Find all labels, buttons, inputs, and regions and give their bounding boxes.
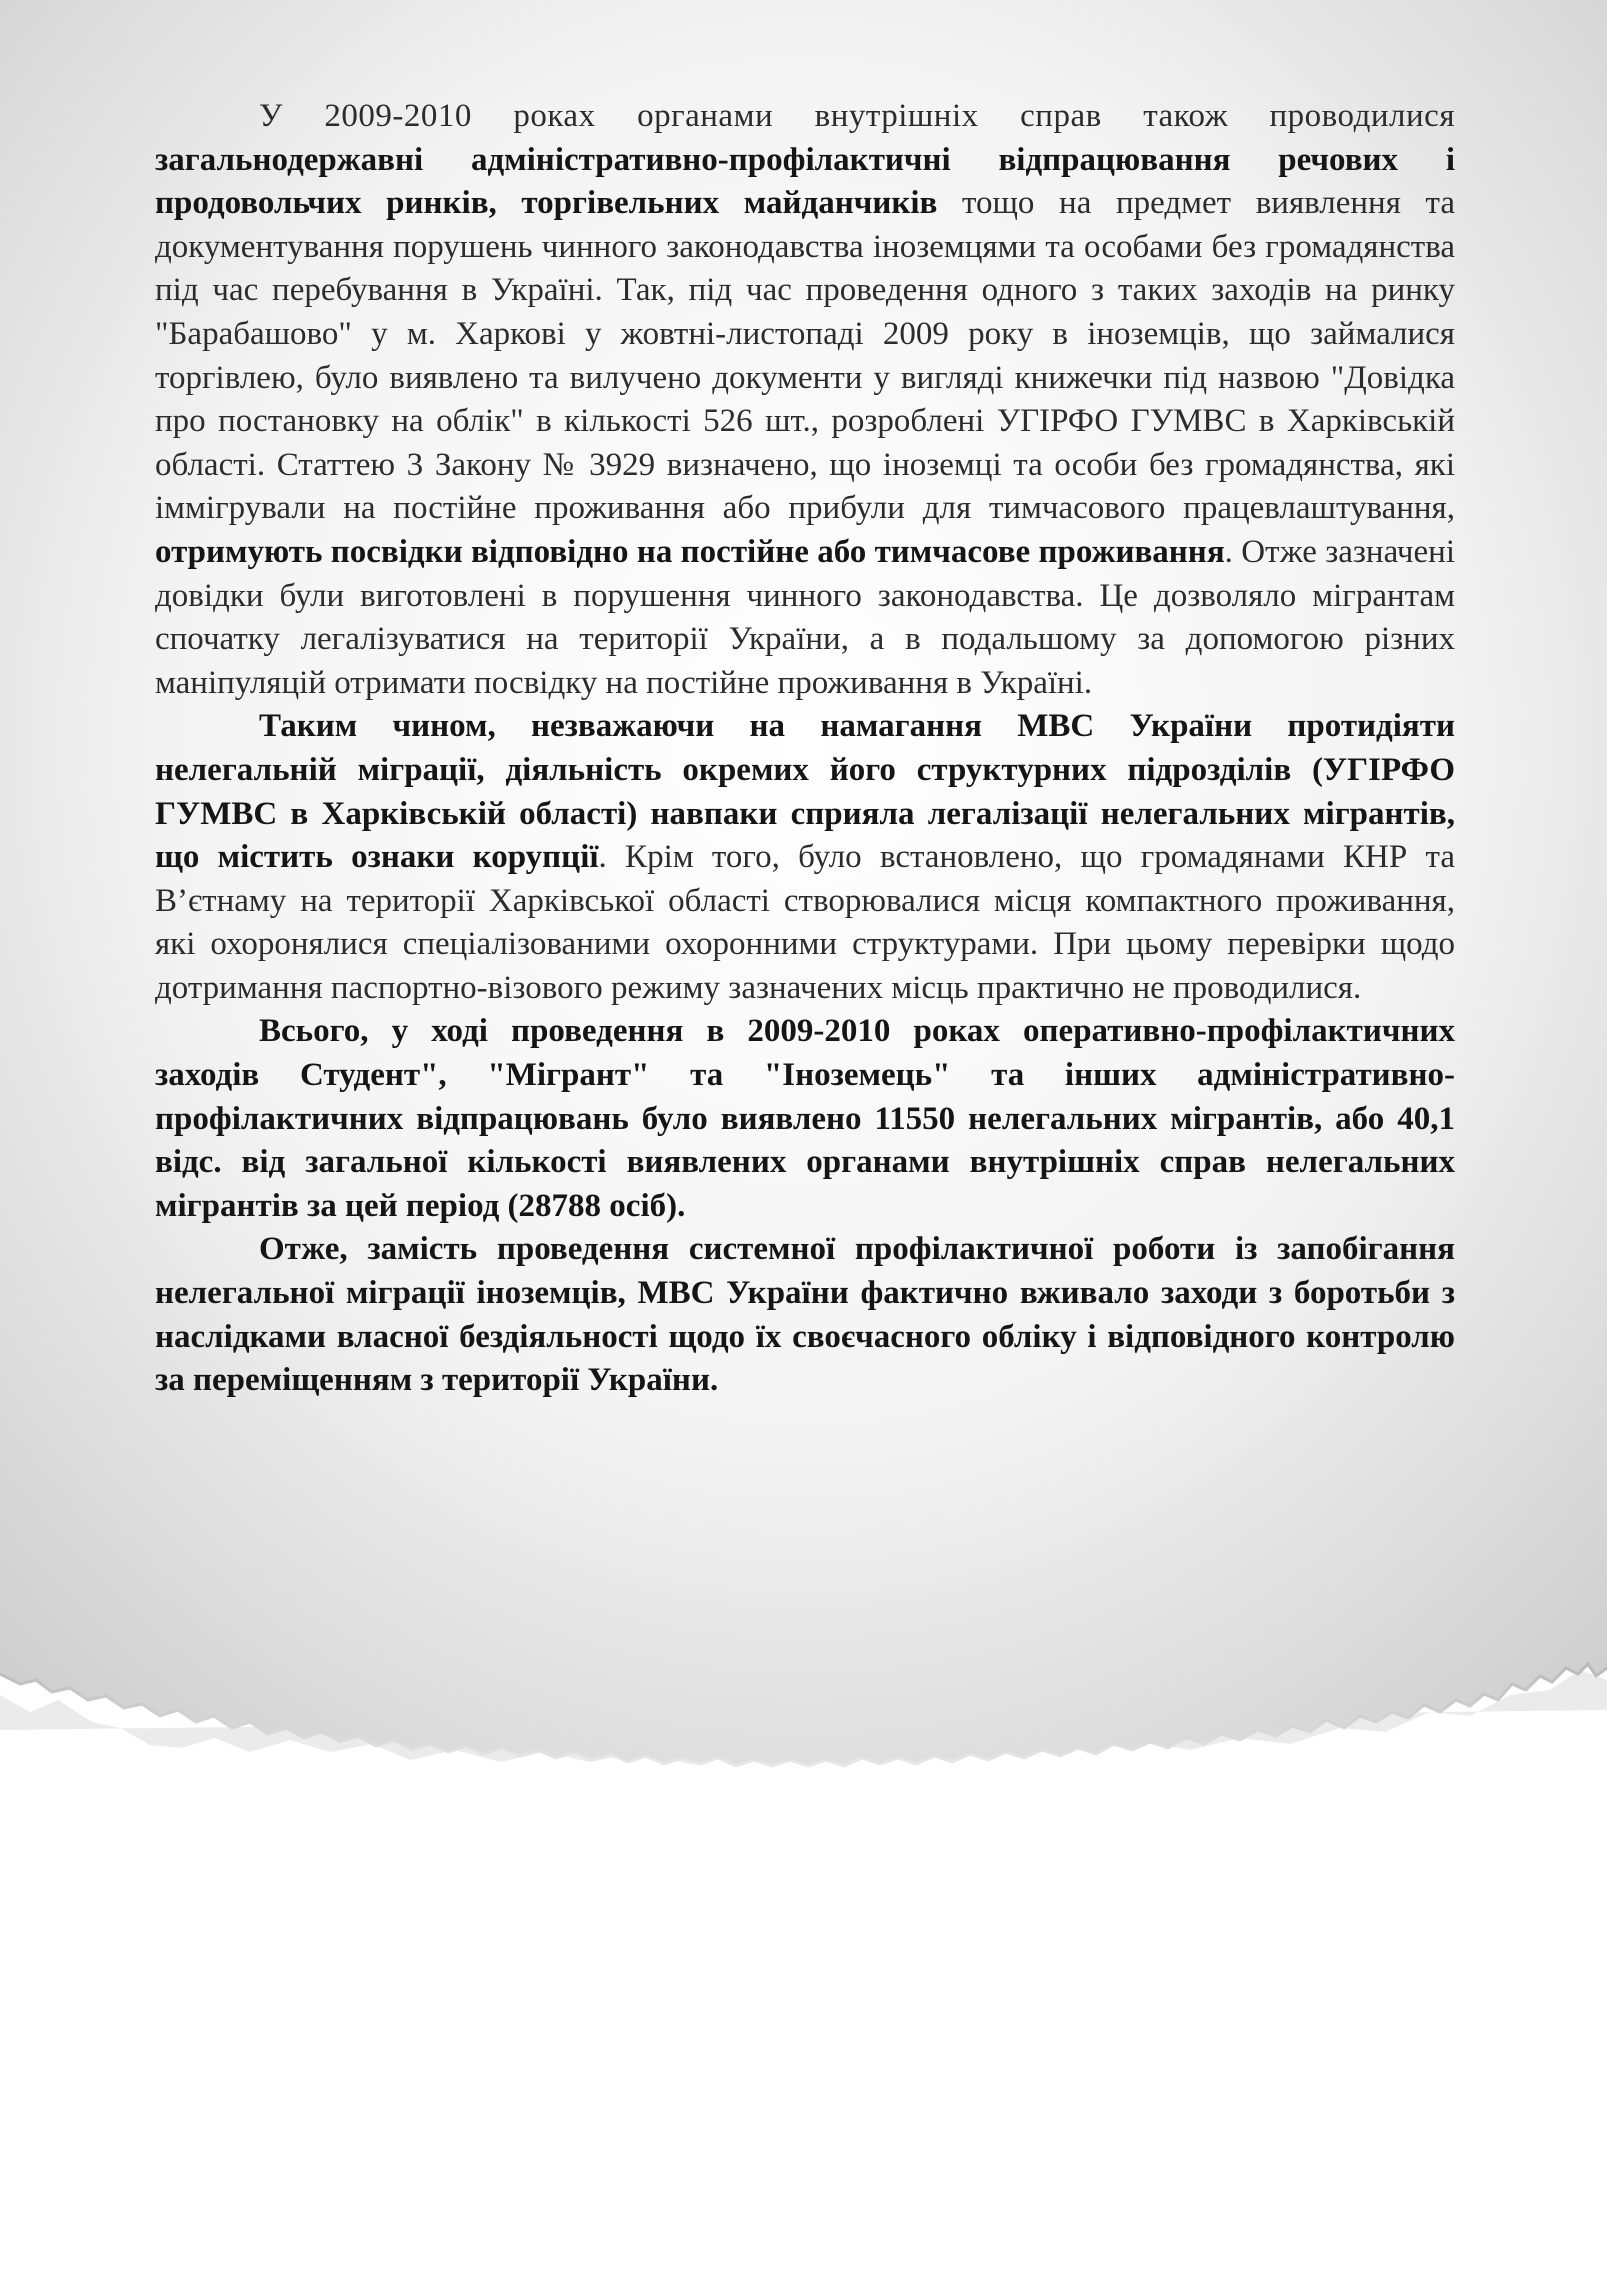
paragraph-1	[155, 95, 1455, 705]
paragraph-4-bold: Отже, замість проведення системної профілактичної роботи із запобігання нелегальної міграції іноземців, МВС України фактично вживало заходи з боротьби з наслідками власної бездіяльності щодо їх своєчасного обліку і відповідного контролю за переміщенням з території України.	[155, 1231, 1455, 1399]
paragraph-1-lead: У 2009-2010 роках органами внутрішніх справ також проводилися	[259, 98, 1455, 134]
paragraph-1-bold-2: отримують посвідки відповідно на постійне або тимчасове проживання	[155, 533, 1225, 570]
paragraph-4	[155, 1228, 1455, 1402]
document-body	[155, 95, 1455, 1403]
paragraph-3-bold: Всього, у ході проведення в 2009-2010 роках оперативно-профілактичних заходів Студент", "Мігрант" та "Іноземець" та інших адміністративно-профілактичних відпрацювань було виявлено 11550 нелегальних мігрантів, або 40,1 відс. від загальної кількості виявлених органами внутрішніх справ нелегальних мігрантів за цей період (28788 осіб).	[155, 1013, 1455, 1224]
paragraph-3	[155, 1010, 1455, 1228]
paragraph-2	[155, 705, 1455, 1010]
paragraph-2-bold: Таким чином, незважаючи на намагання МВС України протидіяти нелегальній міграції, діяльність окремих його структурних підрозділів (УГІРФО ГУМВС в Харківській області) навпаки сприяла легалізації нелегальних мігрантів, що містить ознаки корупції	[155, 708, 1455, 876]
paragraph-2-text: . Крім того, було встановлено, що громадянами КНР та В’єтнаму на території Харківської області створювалися місця компактного проживання, які охоронялися спеціалізованими охоронними структурами. При цьому перевірки щодо дотримання паспортно-візового режиму зазначених місць практично не проводилися.	[155, 839, 1455, 1006]
paragraph-1-bold-1: загальнодержавні адміністративно-профілактичні відпрацювання речових і продовольчих ринків, торгівельних майданчиків	[155, 141, 1455, 222]
paragraph-1-text-2: . Отже зазначені довідки були виготовлені в порушення чинного законодавства. Це дозволяло мігрантам спочатку легалізуватися на території України, а в подальшому за допомогою різних маніпуляцій отримати посвідку на постійне проживання в Україні.	[155, 533, 1455, 701]
paragraph-1-text-1: тощо на предмет виявлення та документування порушень чинного законодавства іноземцями та особами без громадянства під час перебування в Україні. Так, під час проведення одного з таких заходів на ринку "Барабашово" у м. Харкові у жовтні-листопаді 2009 року в іноземців, що займалися торгівлею, було виявлено та вилучено документи у вигляді книжечки під назвою "Довідка про постановку на облік" в кількості 526 шт., розроблені УГІРФО ГУМВС в Харківській області. Статтею 3 Закону № 3929 визначено, що іноземці та особи без громадянства, які іммігрували на постійне проживання або прибули для тимчасового працевлаштування,	[155, 185, 1455, 527]
